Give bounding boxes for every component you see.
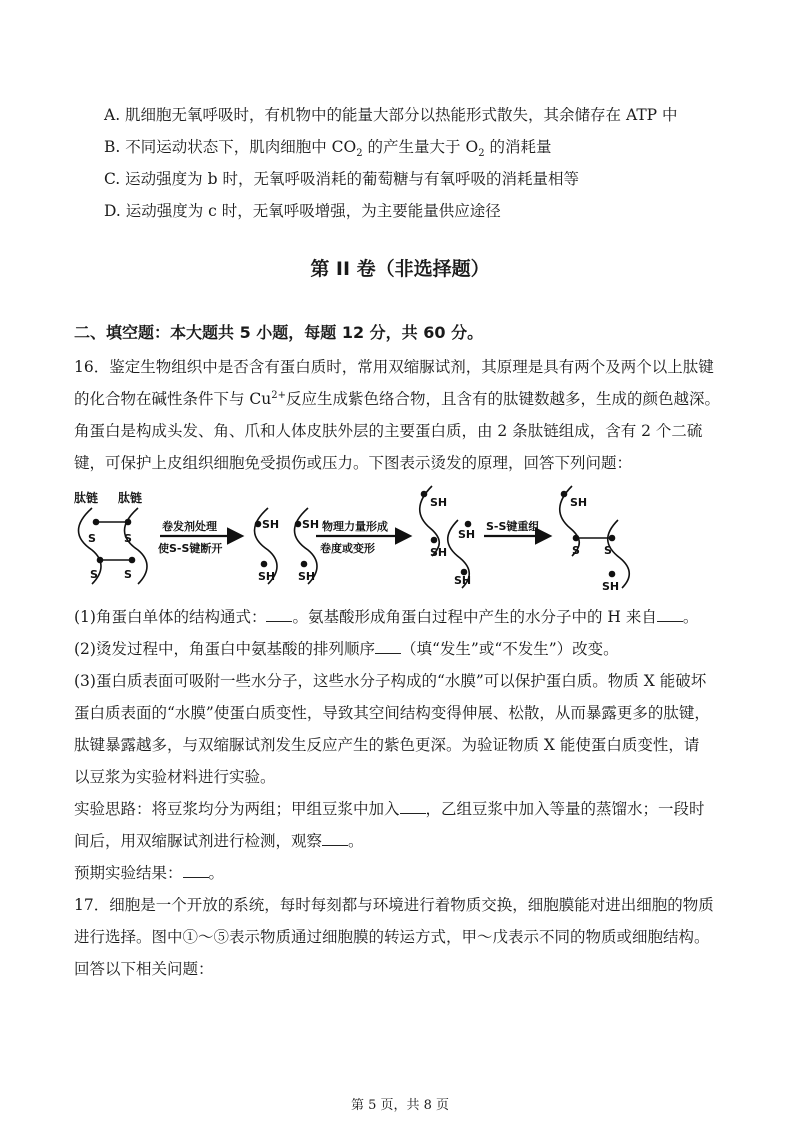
arrow2-top-label: 物理力量形成: [322, 520, 388, 533]
s-label: S: [124, 532, 132, 545]
arrow3-top-label: S-S键重组: [486, 520, 540, 533]
arrow1-top-label: 卷发剂处理: [162, 520, 217, 533]
sh-label: SH: [298, 570, 316, 583]
sh-label: SH: [430, 546, 448, 559]
chain-label-1: 肽链: [74, 491, 99, 505]
q16-line-4: 键，可保护上皮组织细胞免受损伤或压力。下图表示烫发的原理，回答下列问题：: [74, 454, 633, 472]
part-title: 二、填空题：本大题共 5 小题，每题 12 分，共 60 分。: [74, 323, 484, 342]
q16-sub-3-line-4: 以豆浆为实验材料进行实验。: [74, 768, 276, 786]
q16-sub-2: (2)烫发过程中，角蛋白中氨基酸的排列顺序 （填“发生”或“不发生”）改变。: [74, 637, 619, 659]
answer-blank[interactable]: [266, 606, 292, 623]
option-d: D. 运动强度为 c 时，无氧呼吸增强，为主要能量供应途径: [104, 202, 501, 220]
answer-blank[interactable]: [375, 638, 401, 655]
q16-line-2: 的化合物在碱性条件下与 $Cu^{2+}$反应生成紫色络合物，且含有的肽键数越多，生成的颜色越深。: [74, 389, 721, 408]
bond-dot: [97, 557, 104, 564]
answer-blank[interactable]: [322, 830, 348, 847]
bond-dot: [573, 535, 580, 542]
bond-dot: [261, 561, 268, 568]
q17-line-1: 17．细胞是一个开放的系统，每时每刻都与环境进行着物质交换，细胞膜能对进出细胞的物质: [74, 896, 714, 914]
bond-dot: [465, 521, 472, 528]
q16-sub-1: (1)角蛋白单体的结构通式： 。氨基酸形成角蛋白过程中产生的水分子中的 H 来自 。: [74, 605, 698, 627]
q16-sub-3-line-1: (3)蛋白质表面可吸附一些水分子，这些水分子构成的“水膜”可以保护蛋白质。物质 X 能破坏: [74, 672, 707, 690]
answer-blank[interactable]: [183, 862, 209, 879]
bond-dot: [609, 535, 616, 542]
experiment-idea-line-2: 间后，用双缩脲试剂进行检测，观察 。: [74, 829, 364, 851]
section-title: 第 II 卷（非选择题）: [310, 258, 490, 280]
bond-dot: [301, 561, 308, 568]
bond-dot: [129, 557, 136, 564]
bond-dot: [561, 491, 568, 498]
s-label: S: [124, 568, 132, 581]
bond-dot: [609, 571, 616, 578]
chain-label-2: 肽链: [118, 491, 143, 505]
bond-dot: [125, 519, 132, 526]
sh-label: SH: [454, 574, 472, 587]
s-label: S: [90, 568, 98, 581]
q16-line-1: 16．鉴定生物组织中是否含有蛋白质时，常用双缩脲试剂，其原理是具有两个及两个以上肽键: [74, 358, 714, 376]
perm-diagram: [72, 480, 632, 590]
sh-label: SH: [570, 496, 588, 509]
q16-sub-3-line-3: 肽键暴露越多，与双缩脲试剂发生反应产生的紫色更深。为验证物质 X 能使蛋白质变性，请: [74, 736, 700, 754]
sh-label: SH: [458, 528, 476, 541]
bond-dot: [295, 521, 302, 528]
q17-line-2: 进行选择。图中①～⑤表示物质通过细胞膜的转运方式，甲～戊表示不同的物质或细胞结构。: [74, 928, 710, 946]
sh-label: SH: [430, 496, 448, 509]
sh-label: SH: [302, 518, 320, 531]
bond-dot: [431, 537, 438, 544]
s-label: S: [88, 532, 96, 545]
page-footer: 第 5 页，共 8 页: [350, 1098, 450, 1113]
q16-line-3: 角蛋白是构成头发、角、爪和人体皮肤外层的主要蛋白质，由 2 条肽链组成，含有 2 个二硫: [74, 422, 703, 440]
sh-label: SH: [602, 580, 620, 590]
answer-blank[interactable]: [400, 798, 426, 815]
sh-label: SH: [262, 518, 280, 531]
q17-line-3: 回答以下相关问题：: [74, 960, 214, 978]
experiment-idea-line-1: 实验思路：将豆浆均分为两组；甲组豆浆中加入 ，乙组豆浆中加入等量的蒸馏水；一段时: [74, 797, 705, 819]
s-label: S: [572, 544, 580, 557]
option-a: A. 肌细胞无氧呼吸时，有机物中的能量大部分以热能形式散失，其余储存在 ATP 中: [104, 106, 678, 124]
q16-sub-3-line-2: 蛋白质表面的“水膜”使蛋白质变性，导致其空间结构变得伸展、松散，从而暴露更多的肽键，: [74, 704, 710, 722]
expected-result: 预期实验结果： 。: [74, 861, 224, 883]
bond-dot: [255, 521, 262, 528]
bond-dot: [421, 491, 428, 498]
sh-label: SH: [258, 570, 276, 583]
option-c: C. 运动强度为 b 时，无氧呼吸消耗的葡萄糖与有氧呼吸的消耗量相等: [104, 170, 579, 188]
bond-dot: [93, 519, 100, 526]
s-label: S: [604, 544, 612, 557]
answer-blank[interactable]: [657, 606, 683, 623]
arrow1-bottom-label: 使S-S键断开: [158, 542, 223, 555]
option-b: B. 不同运动状态下，肌肉细胞中 $CO_2$ 的产生量大于 $O_2$ 的消耗量: [104, 138, 552, 160]
arrow2-bottom-label: 卷度或变形: [320, 542, 375, 555]
